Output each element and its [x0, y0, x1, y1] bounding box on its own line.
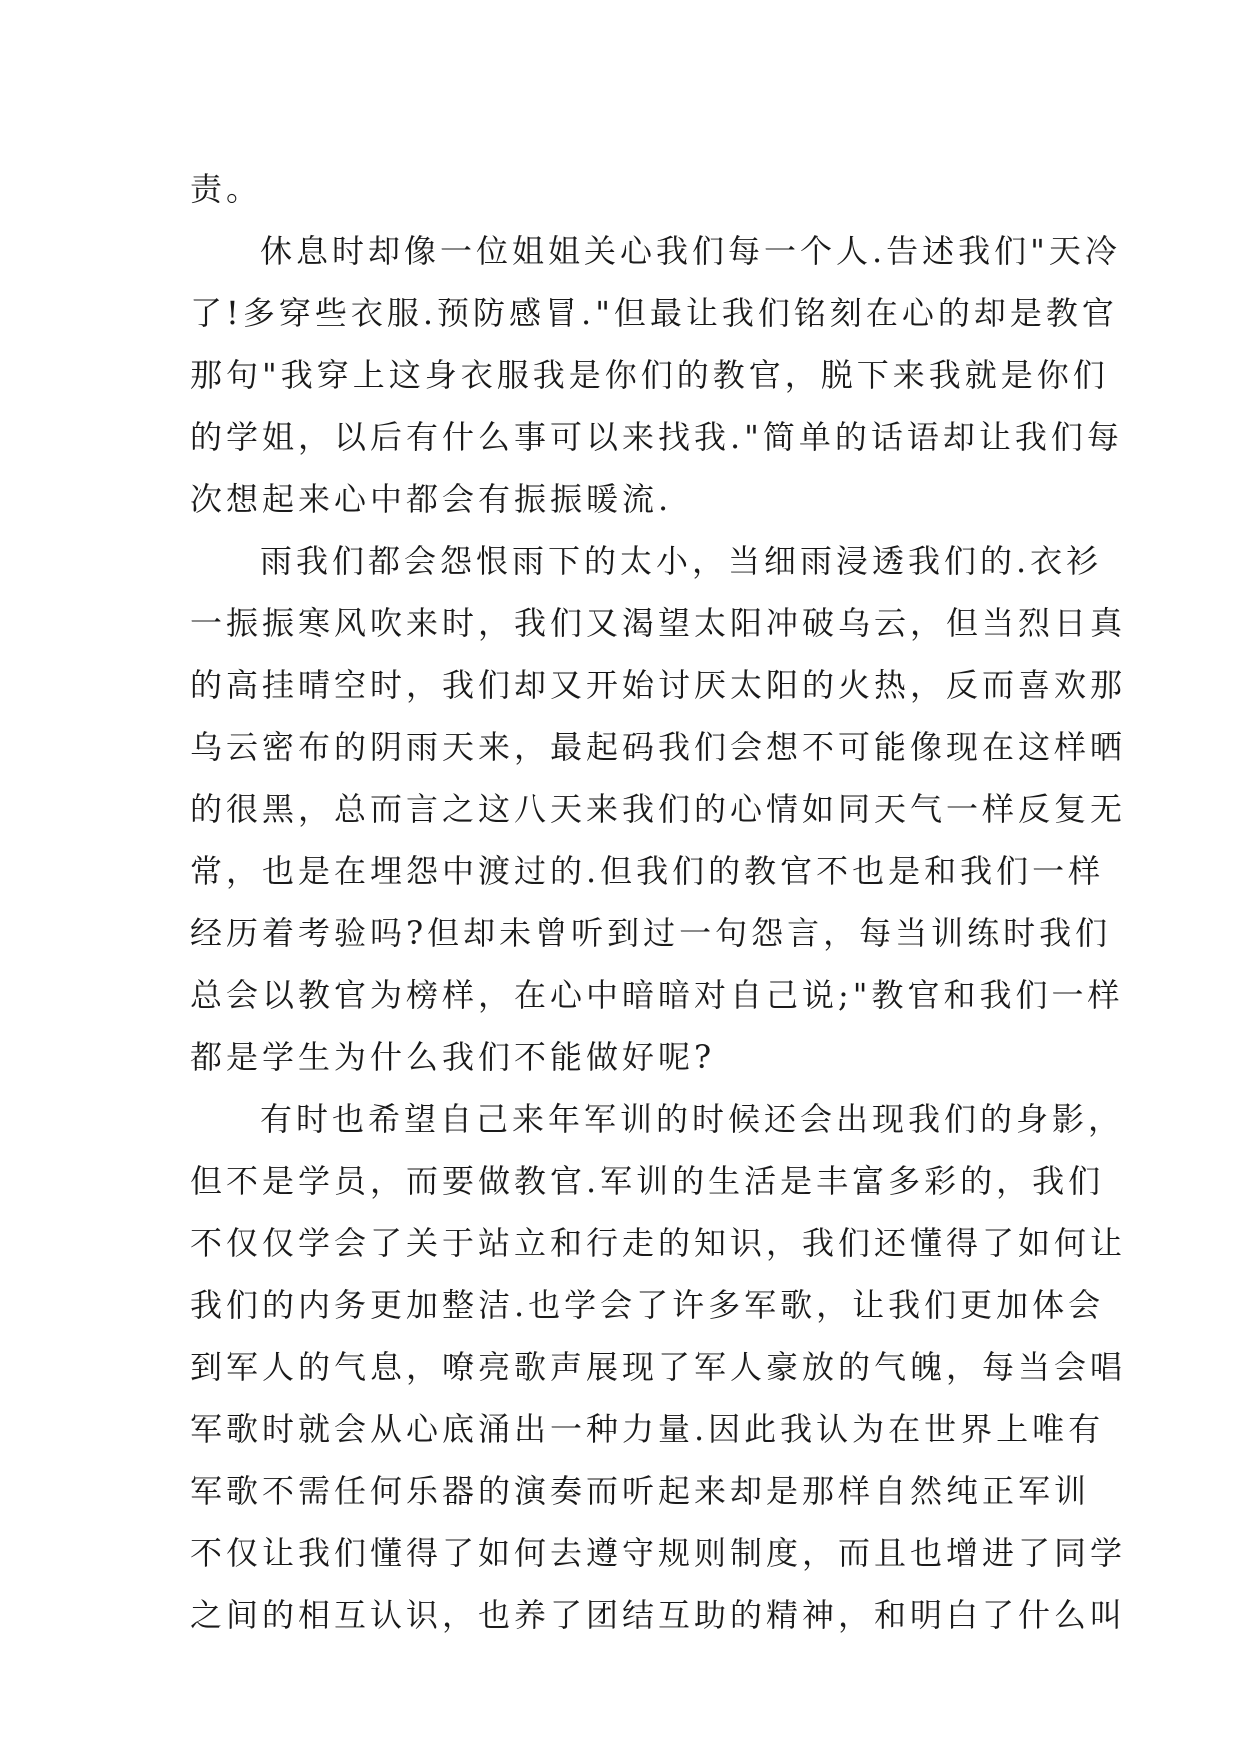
- text-line: 我们的内务更加整洁.也学会了许多军歌，让我们更加体会: [190, 1286, 1105, 1324]
- text-line: 责。: [190, 170, 263, 208]
- text-line: 但不是学员，而要做教官.军训的生活是丰富多彩的，我们: [190, 1162, 1105, 1200]
- text-line: 的很黑，总而言之这八天来我们的心情如同天气一样反复无: [190, 790, 1127, 828]
- text-line: 不仅让我们懂得了如何去遵守规则制度，而且也增进了同学: [190, 1534, 1127, 1572]
- text-line: 常，也是在埋怨中渡过的.但我们的教官不也是和我们一样: [190, 852, 1105, 890]
- paragraph-first-line: 休息时却像一位姐姐关心我们每一个人.告述我们"天冷: [260, 232, 1121, 270]
- text-line: 了!多穿些衣服.预防感冒."但最让我们铭刻在心的却是教官: [190, 294, 1118, 332]
- text-line: 不仅仅学会了关于站立和行走的知识，我们还懂得了如何让: [190, 1224, 1127, 1262]
- text-line: 次想起来心中都会有振振暖流.: [190, 480, 673, 518]
- text-line: 都是学生为什么我们不能做好呢?: [190, 1038, 716, 1076]
- text-line: 军歌时就会从心底涌出一种力量.因此我认为在世界上唯有: [190, 1410, 1105, 1448]
- paragraph-first-line: 有时也希望自己来年军训的时候还会出现我们的身影，: [260, 1100, 1125, 1138]
- body-text: [190, 158, 1127, 1646]
- text-line: 的高挂晴空时，我们却又开始讨厌太阳的火热，反而喜欢那: [190, 666, 1127, 704]
- text-line: 那句"我穿上这身衣服我是你们的教官，脱下来我就是你们: [190, 356, 1109, 394]
- text-line: 军歌不需任何乐器的演奏而听起来却是那样自然纯正军训: [190, 1472, 1091, 1510]
- text-line: 到军人的气息，嘹亮歌声展现了军人豪放的气魄，每当会唱: [190, 1348, 1127, 1386]
- text-line: 经历着考验吗?但却未曾听到过一句怨言，每当训练时我们: [190, 914, 1112, 952]
- paragraph-first-line: 雨我们都会怨恨雨下的太小，当细雨浸透我们的.衣衫: [260, 542, 1103, 580]
- text-line: 乌云密布的阴雨天来，最起码我们会想不可能像现在这样晒: [190, 728, 1127, 766]
- text-line: 一振振寒风吹来时，我们又渴望太阳冲破乌云，但当烈日真: [190, 604, 1127, 642]
- text-line: 总会以教官为榜样，在心中暗暗对自己说;"教官和我们一样: [190, 976, 1124, 1014]
- text-line: 之间的相互认识，也养了团结互助的精神，和明白了什么叫: [190, 1596, 1127, 1634]
- text-line: 的学姐，以后有什么事可以来找我."简单的话语却让我们每: [190, 418, 1123, 456]
